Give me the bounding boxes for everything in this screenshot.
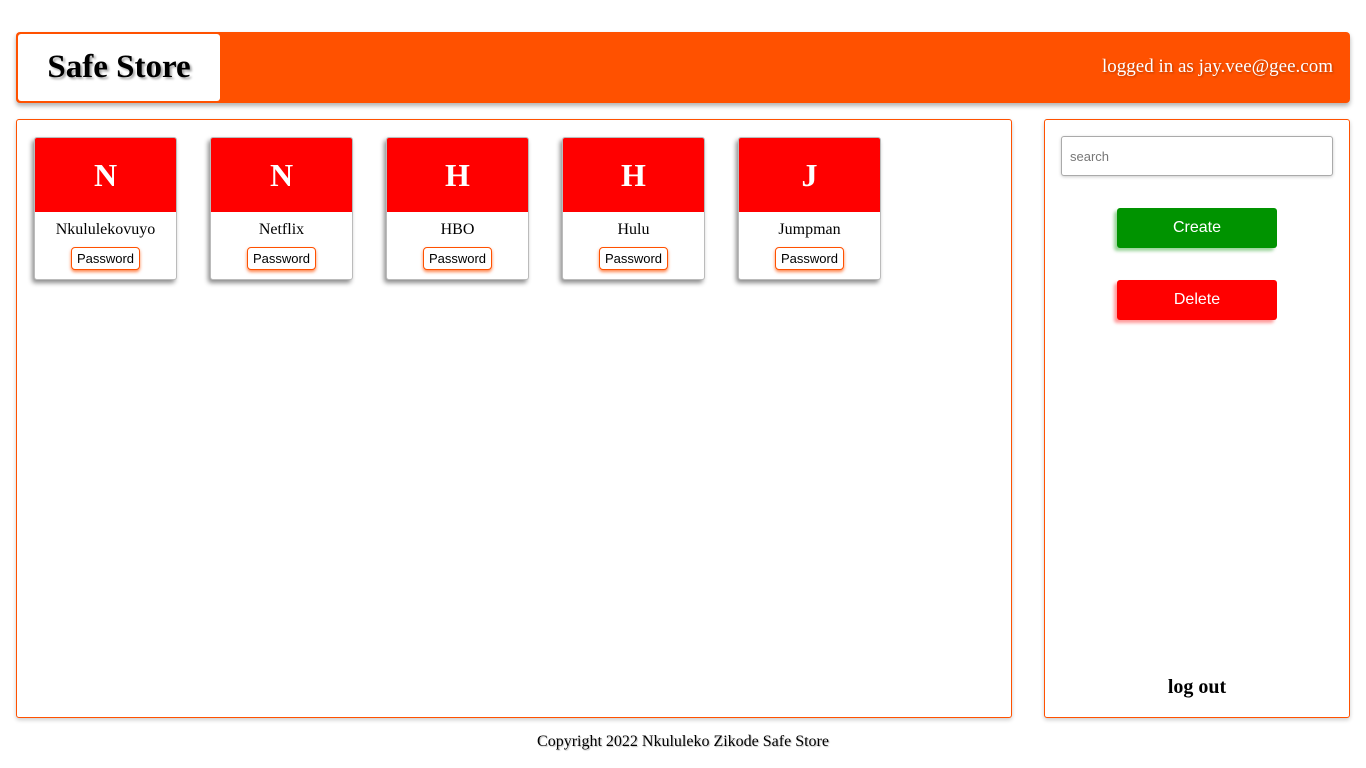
card-name: Jumpman xyxy=(778,221,841,238)
brand-title: Safe Store xyxy=(47,49,191,85)
card-header xyxy=(739,138,880,212)
card-header xyxy=(35,138,176,212)
password-button[interactable]: Password xyxy=(71,247,140,270)
card-initial: H xyxy=(445,156,470,193)
card-initial: N xyxy=(93,156,118,193)
card-header xyxy=(211,138,352,212)
credential-card[interactable] xyxy=(34,137,177,280)
action-sidebar xyxy=(1044,119,1350,718)
password-button[interactable]: Password xyxy=(775,247,844,270)
card-initial: J xyxy=(801,156,818,193)
credential-card[interactable] xyxy=(738,137,881,280)
card-name: HBO xyxy=(440,221,475,238)
credentials-panel xyxy=(16,119,1012,718)
delete-button[interactable]: Delete xyxy=(1117,280,1277,320)
create-button[interactable]: Create xyxy=(1117,208,1277,248)
credential-card[interactable] xyxy=(562,137,705,280)
card-name: Hulu xyxy=(617,221,650,238)
card-initial: N xyxy=(269,156,294,193)
password-button[interactable]: Password xyxy=(247,247,316,270)
credential-card[interactable] xyxy=(210,137,353,280)
password-button[interactable]: Password xyxy=(423,247,492,270)
credential-card[interactable] xyxy=(386,137,529,280)
app-header xyxy=(16,32,1350,103)
footer-copyright: Copyright 2022 Nkululeko Zikode Safe Store xyxy=(537,733,829,750)
card-name: Nkululekovuyo xyxy=(55,221,156,238)
card-header xyxy=(387,138,528,212)
card-initial: H xyxy=(621,156,646,193)
card-name: Netflix xyxy=(258,221,305,238)
password-button[interactable]: Password xyxy=(599,247,668,270)
search-input[interactable] xyxy=(1061,136,1333,176)
logout-link[interactable]: log out xyxy=(1167,676,1227,698)
card-header xyxy=(563,138,704,212)
login-status: logged in as jay.vee@gee.com xyxy=(1102,56,1333,77)
brand-logo[interactable] xyxy=(18,34,220,101)
